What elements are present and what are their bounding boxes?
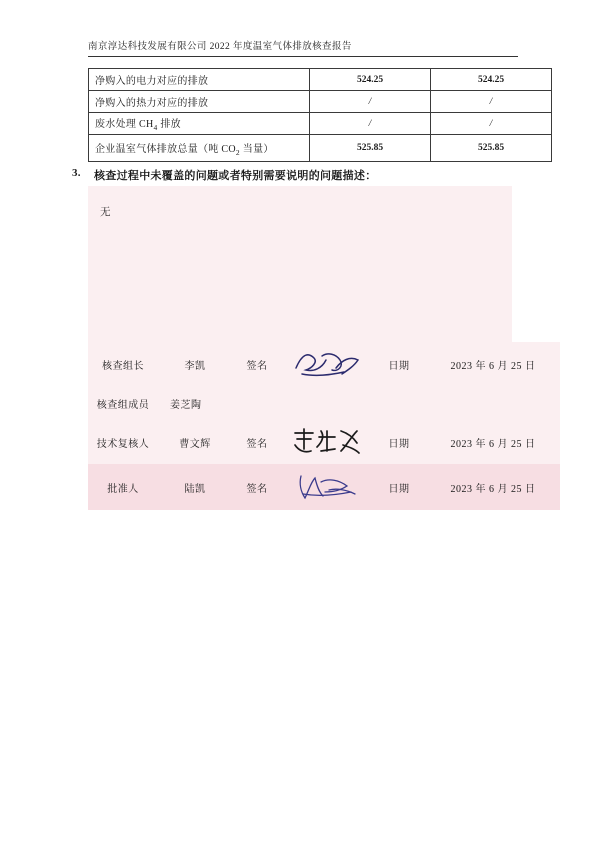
emission-row-label: 废水处理 $CH_4$ 排放 <box>89 113 310 135</box>
signature-mark <box>286 464 368 510</box>
table-row-highlight <box>88 464 560 510</box>
signature-role: 核查组成员 <box>88 386 158 420</box>
signature-role: 技术复核人 <box>88 420 158 464</box>
signature-image-li-kai <box>282 342 372 386</box>
emissions-table <box>88 68 552 162</box>
emission-row-value-1: / <box>310 113 431 135</box>
signature-table <box>88 342 560 510</box>
table-row <box>88 342 560 386</box>
emission-row-label: 净购入的热力对应的排放 <box>89 91 310 113</box>
signature-date: 2023 年 6 月 25 日 <box>426 342 560 386</box>
emission-row-value-2: / <box>431 91 552 113</box>
document-header-title: 南京淳达科技发展有限公司 2022 年度温室气体排放核查报告 <box>88 38 518 57</box>
emission-row-value-2: 524.25 <box>431 69 552 91</box>
emission-row-value-1: 524.25 <box>310 69 431 91</box>
signature-label <box>232 386 282 420</box>
signature-date: 2023 年 6 月 25 日 <box>426 464 560 510</box>
section-heading <box>72 167 522 183</box>
signature-label: 签名 <box>232 342 282 386</box>
signature-date: 2023 年 6 月 25 日 <box>426 420 560 464</box>
signature-name: 姜芝陶 <box>158 386 232 420</box>
table-row-total <box>89 135 552 162</box>
date-label <box>372 386 426 420</box>
date-label: 日期 <box>372 342 426 386</box>
emission-row-value-2: / <box>431 113 552 135</box>
signature-name: 陆凯 <box>158 464 232 510</box>
emission-total-value-2: 525.85 <box>431 135 552 162</box>
handwritten-signature-icon <box>292 348 362 380</box>
signature-label: 签名 <box>232 420 282 464</box>
section-title: 核查过程中未覆盖的问题或者特别需要说明的问题描述： <box>94 170 377 182</box>
signature-name: 李凯 <box>158 342 232 386</box>
signature-image-empty <box>282 386 372 420</box>
table-row <box>89 69 552 91</box>
notes-text: 无 <box>100 207 111 218</box>
signature-date <box>426 386 560 420</box>
table-row <box>89 91 552 113</box>
table-row <box>89 113 552 135</box>
section-number: 3. <box>72 167 81 179</box>
table-row <box>88 386 560 420</box>
signature-name: 曹文辉 <box>158 420 232 464</box>
signature-image-cao-wenhui <box>282 420 372 464</box>
date-label: 日期 <box>372 464 426 510</box>
signature-label: 签名 <box>232 464 282 510</box>
handwritten-signature-icon <box>291 425 363 459</box>
emission-total-label: 企业温室气体排放总量（吨 $CO_2$ 当量） <box>89 135 310 162</box>
table-row <box>88 420 560 464</box>
signature-mark <box>286 420 368 464</box>
date-label: 日期 <box>372 420 426 464</box>
signature-mark <box>286 342 368 386</box>
emission-row-value-1: / <box>310 91 431 113</box>
signature-image-lu-kai <box>282 464 372 510</box>
emission-row-label: 净购入的电力对应的排放 <box>89 69 310 91</box>
signature-role: 核查组长 <box>88 342 158 386</box>
emission-total-value-1: 525.85 <box>310 135 431 162</box>
handwritten-signature-icon <box>295 472 359 502</box>
notes-box <box>88 186 512 342</box>
signature-role: 批准人 <box>88 464 158 510</box>
